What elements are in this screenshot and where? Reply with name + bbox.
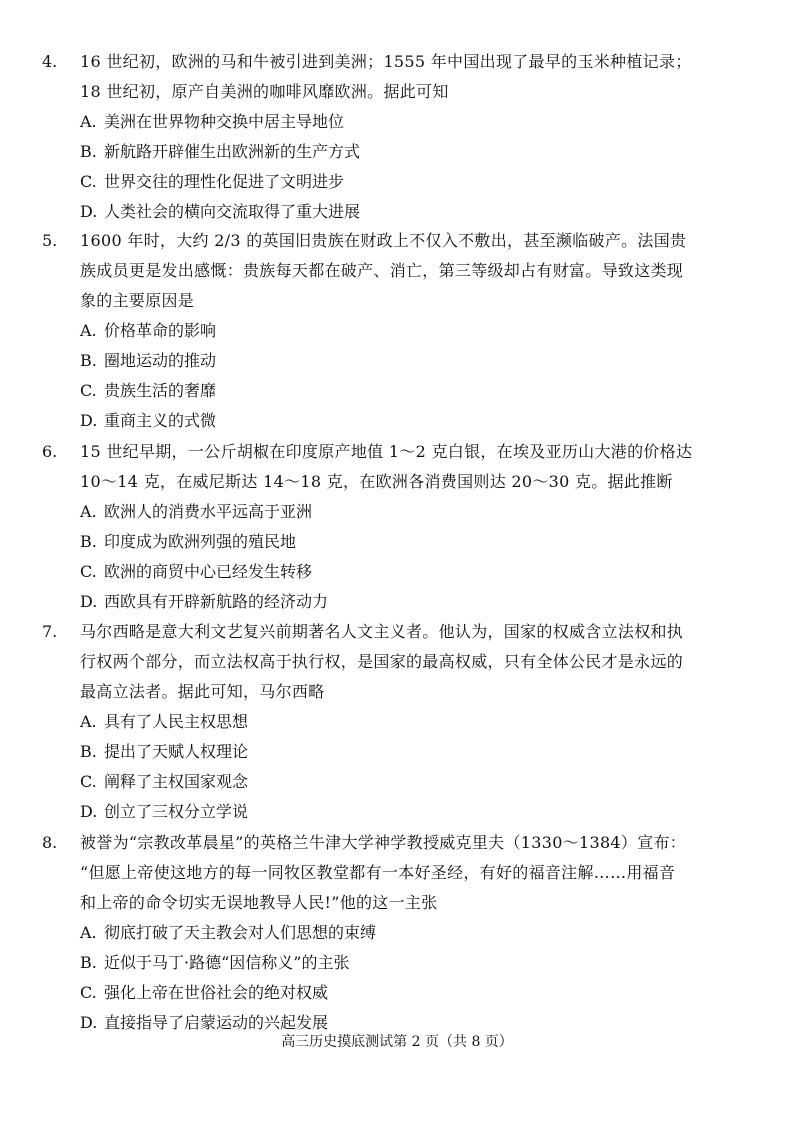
question-stem (80, 617, 730, 707)
option-text: 创立了三权分立学说 (104, 802, 249, 821)
option-letter: D. (80, 1013, 98, 1032)
question-number: 4. (42, 52, 58, 71)
stem-line: 16 世纪初，欧洲的马和牛被引进到美洲；1555 年中国出现了最早的玉米种植记录； (80, 52, 692, 71)
option-text: 近似于马丁·路德“因信称义”的主张 (104, 953, 350, 972)
option-a (80, 918, 730, 948)
question-number: 5. (42, 231, 58, 250)
option-b (80, 346, 730, 376)
question-stem (80, 828, 730, 918)
question-stem (80, 437, 730, 497)
option-letter: A. (80, 321, 97, 340)
option-letter: D. (80, 592, 98, 611)
option-letter: A. (80, 112, 97, 131)
option-c (80, 167, 730, 197)
option-letter: B. (80, 351, 97, 370)
option-letter: A. (80, 502, 97, 521)
option-text: 具有了人民主权思想 (104, 712, 249, 731)
option-letter: C. (80, 381, 97, 400)
stem-line: 最高立法者。据此可知，马尔西略 (80, 682, 325, 701)
option-text: 重商主义的式微 (104, 411, 217, 430)
option-b (80, 137, 730, 167)
option-text: 世界交往的理性化促进了文明进步 (104, 172, 345, 191)
option-letter: C. (80, 562, 97, 581)
option-a (80, 107, 730, 137)
option-text: 欧洲的商贸中心已经发生转移 (104, 562, 313, 581)
stem-line: 1600 年时，大约 2/3 的英国旧贵族在财政上不仅入不敷出，甚至濒临破产。法国贵 (80, 231, 687, 250)
option-letter: B. (80, 532, 97, 551)
option-text: 西欧具有开辟新航路的经济动力 (104, 592, 329, 611)
question-number: 6. (42, 442, 58, 461)
option-letter: C. (80, 772, 97, 791)
option-text: 印度成为欧洲列强的殖民地 (104, 532, 297, 551)
option-b (80, 527, 730, 557)
stem-line: 18 世纪初，原产自美洲的咖啡风靡欧洲。据此可知 (80, 82, 449, 101)
option-text: 阐释了主权国家观念 (104, 772, 249, 791)
stem-line: 10～14 克，在威尼斯达 14～18 克，在欧洲各消费国则达 20～30 克。据此推断 (80, 472, 673, 491)
option-a (80, 316, 730, 346)
option-d (80, 406, 730, 436)
option-d (80, 197, 730, 227)
option-c (80, 767, 730, 797)
stem-line: 被誉为“宗教改革晨星”的英格兰牛津大学神学教授威克里夫（1330～1384）宣布： (80, 833, 687, 852)
stem-line: 和上帝的命令切实无误地教导人民!”他的这一主张 (80, 893, 438, 912)
option-letter: B. (80, 142, 97, 161)
stem-line: 行权两个部分，而立法权高于执行权，是国家的最高权威，只有全体公民才是永远的 (80, 652, 684, 671)
option-c (80, 376, 730, 406)
question-stem (80, 47, 730, 107)
option-c (80, 978, 730, 1008)
option-letter: C. (80, 983, 97, 1002)
question-number: 8. (42, 833, 58, 852)
option-list (80, 316, 730, 436)
option-letter: B. (80, 742, 97, 761)
stem-line: 15 世纪早期，一公斤胡椒在印度原产地值 1～2 克白银，在埃及亚历山大港的价格达 (80, 442, 693, 461)
page-footer: 高三历史摸底测试第 2 页（共 8 页） (281, 1034, 513, 1050)
stem-line: 马尔西略是意大利文艺复兴前期著名人文主义者。他认为，国家的权威含立法权和执 (80, 622, 684, 641)
option-c (80, 557, 730, 587)
option-a (80, 497, 730, 527)
option-text: 价格革命的影响 (104, 321, 217, 340)
option-text: 强化上帝在世俗社会的绝对权威 (104, 983, 329, 1002)
option-letter: B. (80, 953, 97, 972)
option-d (80, 587, 730, 617)
question-number: 7. (42, 622, 58, 641)
option-list (80, 918, 730, 1038)
option-text: 提出了天赋人权理论 (104, 742, 249, 761)
option-letter: C. (80, 172, 97, 191)
option-letter: A. (80, 923, 97, 942)
option-text: 贵族生活的奢靡 (104, 381, 217, 400)
option-text: 圈地运动的推动 (104, 351, 217, 370)
option-a (80, 707, 730, 737)
question-stem (80, 226, 730, 316)
stem-line: “但愿上帝使这地方的每一同牧区教堂都有一本好圣经，有好的福音注解……用福音 (80, 863, 676, 882)
option-d (80, 797, 730, 827)
option-letter: A. (80, 712, 97, 731)
stem-line: 族成员更是发出感慨：贵族每天都在破产、消亡，第三等级却占有财富。导致这类现 (80, 261, 684, 280)
option-letter: D. (80, 802, 98, 821)
option-text: 美洲在世界物种交换中居主导地位 (104, 112, 345, 131)
option-letter: D. (80, 411, 98, 430)
option-b (80, 737, 730, 767)
option-letter: D. (80, 202, 98, 221)
option-text: 直接指导了启蒙运动的兴起发展 (104, 1013, 329, 1032)
option-text: 欧洲人的消费水平远高于亚洲 (104, 502, 313, 521)
option-list (80, 497, 730, 617)
option-text: 新航路开辟催生出欧洲新的生产方式 (104, 142, 361, 161)
option-text: 人类社会的横向交流取得了重大进展 (104, 202, 361, 221)
stem-line: 象的主要原因是 (80, 291, 195, 310)
option-text: 彻底打破了天主教会对人们思想的束缚 (104, 923, 377, 942)
option-list (80, 107, 730, 227)
option-list (80, 707, 730, 827)
option-b (80, 948, 730, 978)
